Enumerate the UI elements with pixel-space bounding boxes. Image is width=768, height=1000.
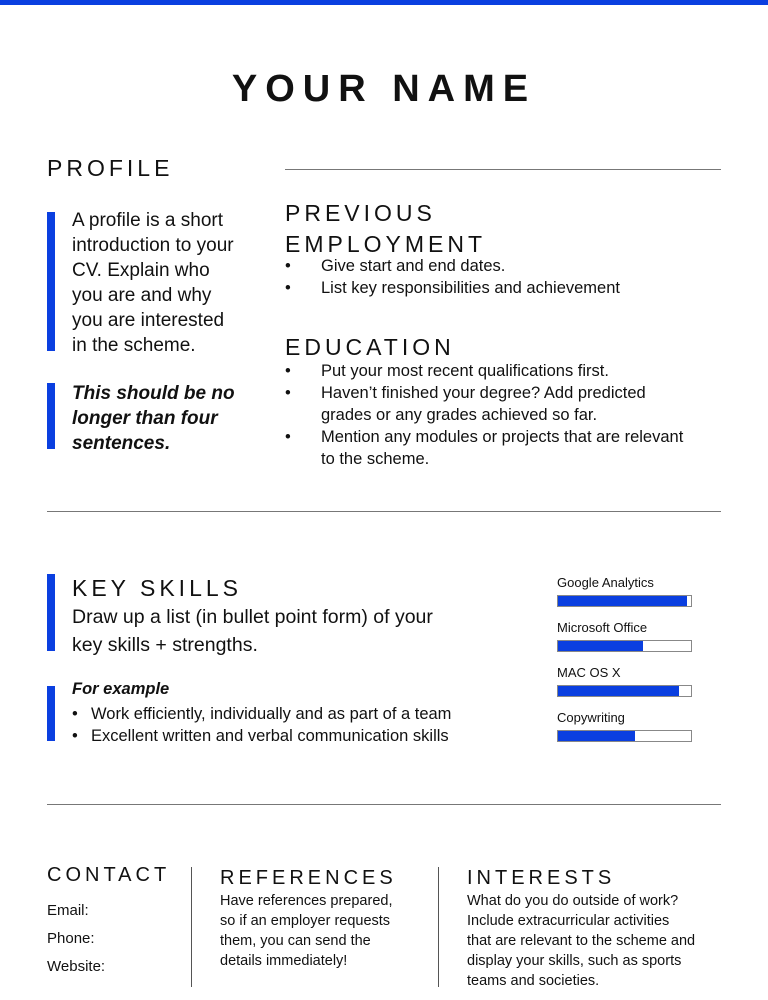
references-text — [220, 891, 393, 971]
list-item: • Excellent written and verbal communication skills — [72, 725, 451, 747]
references-line: details immediately! — [220, 953, 348, 969]
accent-bar — [47, 686, 55, 741]
contact-heading: CONTACT — [47, 864, 171, 886]
list-item: • Work efficiently, individually and as part of a team — [72, 703, 451, 725]
skill-level-bar — [557, 685, 692, 697]
profile-line: you are interested — [72, 310, 225, 331]
skill-level-fill — [558, 731, 635, 741]
interests-line: Include extracurricular activities — [467, 913, 670, 929]
profile-emphasis — [72, 381, 235, 456]
employment-list — [285, 255, 620, 299]
profile-text — [72, 208, 234, 358]
skill-level-fill — [558, 686, 679, 696]
contact-email-label: Email: — [47, 902, 89, 919]
list-item: • Give start and end dates. — [285, 255, 620, 277]
emphasis-line: longer than four — [72, 408, 218, 429]
accent-bar — [47, 383, 55, 449]
profile-line: A profile is a short — [72, 210, 224, 231]
profile-line: in the scheme. — [72, 335, 196, 356]
profile-line: CV. Explain who — [72, 260, 210, 281]
interests-text — [467, 891, 695, 991]
list-item-text: Put your most recent qualifications first. — [321, 362, 609, 380]
interests-heading: INTERESTS — [467, 867, 616, 889]
references-line: them, you can send the — [220, 933, 371, 949]
skill-level-bar — [557, 730, 692, 742]
divider — [47, 804, 721, 805]
references-heading: REFERENCES — [220, 867, 397, 889]
skill-level-fill — [558, 596, 687, 606]
contact-website-label: Website: — [47, 958, 106, 975]
list-item-text: to the scheme. — [321, 450, 430, 468]
references-line: so if an employer requests — [220, 913, 391, 929]
divider — [47, 511, 721, 512]
skill-level-bar — [557, 640, 692, 652]
education-heading: EDUCATION — [285, 334, 455, 360]
employment-heading — [285, 198, 486, 260]
skill-label: Microsoft Office — [557, 620, 648, 635]
skill-level-bar — [557, 595, 692, 607]
skill-label: MAC OS X — [557, 665, 621, 680]
contact-phone-label: Phone: — [47, 930, 95, 947]
top-accent-bar — [0, 0, 768, 5]
skill-label: Copywriting — [557, 710, 625, 725]
divider — [285, 169, 721, 170]
list-item-text: grades or any grades achieved so far. — [321, 406, 598, 424]
profile-line: introduction to your — [72, 235, 234, 256]
skills-description-line: key skills + strengths. — [72, 634, 258, 656]
interests-line: that are relevant to the scheme and — [467, 933, 696, 949]
emphasis-line: sentences. — [72, 433, 171, 454]
profile-line: you are and why — [72, 285, 212, 306]
education-list — [285, 360, 683, 470]
skills-heading: KEY SKILLS — [72, 575, 242, 601]
contact-details — [47, 897, 105, 981]
column-divider — [191, 867, 192, 987]
list-item: • List key responsibilities and achievement — [285, 277, 620, 299]
column-divider — [438, 867, 439, 987]
interests-line: display your skills, such as sports — [467, 953, 682, 969]
employment-heading-line: EMPLOYMENT — [285, 231, 487, 257]
profile-heading: PROFILE — [47, 155, 174, 181]
list-item-text: Haven’t finished your degree? Add predicted — [321, 384, 646, 402]
employment-heading-line: PREVIOUS — [285, 200, 436, 226]
example-label: For example — [72, 680, 170, 698]
accent-bar — [47, 212, 55, 351]
skills-description — [72, 603, 433, 659]
page-title: YOUR NAME — [231, 68, 537, 110]
interests-line: teams and societies. — [467, 973, 600, 989]
list-item-text: Mention any modules or projects that are relevant — [321, 428, 684, 446]
list-item — [285, 382, 683, 426]
list-item — [285, 360, 683, 382]
accent-bar — [47, 574, 55, 651]
emphasis-line: This should be no — [72, 383, 235, 404]
skill-level-fill — [558, 641, 643, 651]
skills-description-line: Draw up a list (in bullet point form) of your — [72, 606, 433, 628]
references-line: Have references prepared, — [220, 893, 393, 909]
list-item — [285, 426, 683, 470]
interests-line: What do you do outside of work? — [467, 893, 679, 909]
skill-label: Google Analytics — [557, 575, 654, 590]
skills-example-list — [72, 703, 451, 747]
